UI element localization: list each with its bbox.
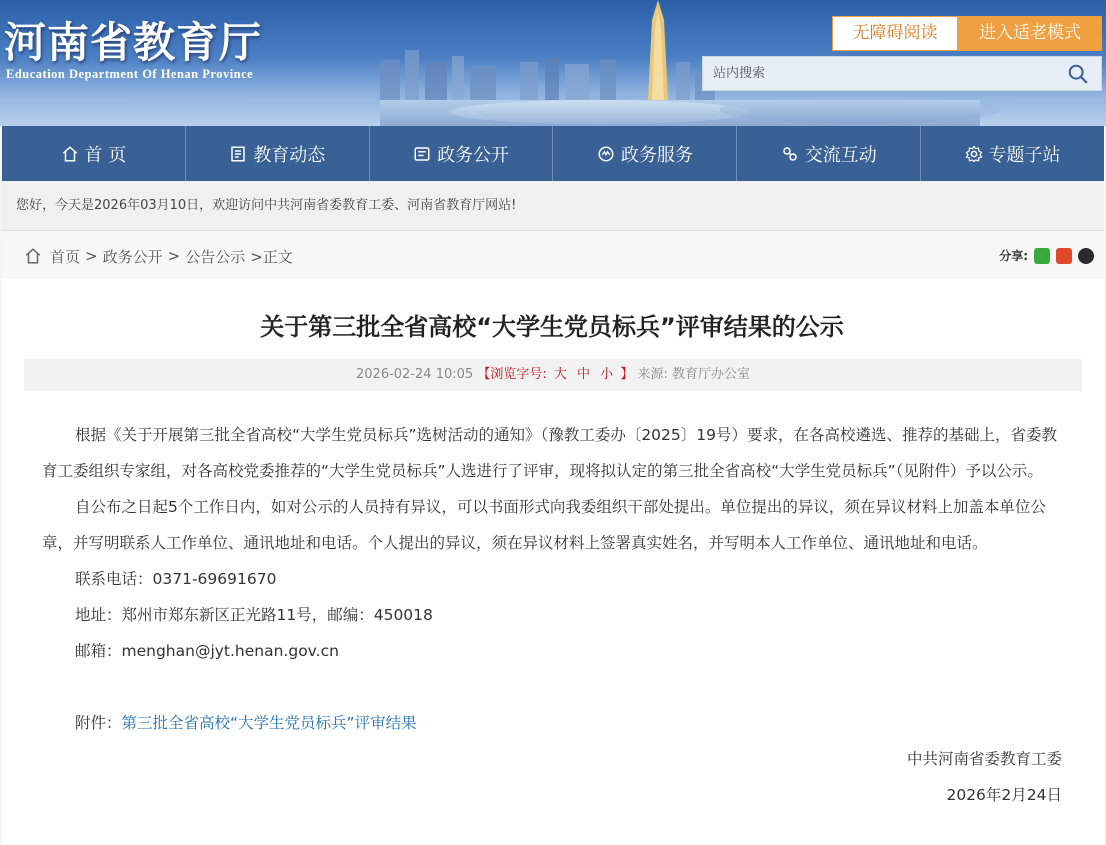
- breadcrumb: [2, 233, 1104, 279]
- contact-phone: 联系电话：0371-69691670: [75, 570, 277, 588]
- site-subtitle: Education Department Of Henan Province: [6, 67, 254, 81]
- publish-date: 2026-02-24 10:05: [356, 367, 474, 382]
- font-size-medium-button[interactable]: 中: [577, 367, 591, 382]
- breadcrumb-government-affairs-link[interactable]: 政务公开: [102, 247, 163, 266]
- breadcrumb-separator: >: [167, 247, 181, 265]
- article-container: [2, 233, 1104, 845]
- font-size-prefix: 【浏览字号:: [477, 367, 547, 382]
- contact-email: 邮箱：menghan@jyt.henan.gov.cn: [75, 642, 339, 660]
- article-meta: [24, 359, 1082, 391]
- nav-item-interaction[interactable]: [737, 126, 921, 181]
- attachment-row: [42, 705, 1064, 741]
- signature: 中共河南省委教育工委: [906, 750, 1062, 768]
- nav-item-special-sites[interactable]: [921, 126, 1104, 181]
- font-size-small-button[interactable]: 小: [600, 367, 614, 382]
- breadcrumb-announcements-link[interactable]: 公告公示: [185, 247, 246, 266]
- gear-icon: [965, 145, 983, 163]
- font-size-large-button[interactable]: 大: [553, 367, 567, 382]
- attachment-label: 附件：: [75, 714, 122, 732]
- news-icon: [229, 145, 247, 163]
- article-title: 关于第三批全省高校“大学生党员标兵”评审结果的公示: [260, 313, 844, 341]
- document-icon: [413, 145, 431, 163]
- article-paragraph: 自公布之日起5个工作日内，如对公示的人员持有异议，可以书面形式向我委组织干部处提出。单位提出的异议，须在异议材料上加盖本单位公章，并写明联系人工作单位、通讯地址和电话。个人提出的异议，须在异议材料上签署真实姓名，并写明本人工作单位、通讯地址和电话。: [42, 498, 1046, 552]
- chat-icon: [781, 145, 799, 163]
- nav-item-label: 首 页: [84, 144, 127, 166]
- qq-share-icon[interactable]: [1078, 248, 1094, 264]
- nav-item-label: 教育动态: [253, 144, 326, 166]
- contact-address: 地址：郑州市郑东新区正光路11号，邮编：450018: [75, 606, 433, 624]
- elder-mode-button[interactable]: 进入适老模式: [958, 16, 1102, 51]
- home-icon: [61, 145, 79, 163]
- accessibility-button[interactable]: 无障碍阅读: [832, 16, 958, 51]
- article-source: 来源: 教育厅办公室: [637, 367, 750, 382]
- sign-date: 2026年2月24日: [946, 786, 1062, 804]
- search-icon[interactable]: [1067, 63, 1089, 85]
- attachment-link[interactable]: 第三批全省高校“大学生党员标兵”评审结果: [121, 714, 417, 732]
- breadcrumb-separator: >: [85, 247, 98, 265]
- search-box: [702, 56, 1102, 91]
- nav-item-label: 政务公开: [437, 144, 510, 166]
- main-nav: [2, 126, 1104, 181]
- nav-item-label: 交流互动: [804, 144, 877, 166]
- service-icon: [597, 145, 615, 163]
- home-icon: [24, 247, 42, 265]
- font-size-suffix: 】: [620, 367, 634, 382]
- article-body: [42, 417, 1064, 813]
- weibo-share-icon[interactable]: [1056, 248, 1072, 264]
- wechat-share-icon[interactable]: [1034, 248, 1050, 264]
- nav-item-news[interactable]: [186, 126, 370, 181]
- welcome-bar: 您好，今天是2026年03月10日，欢迎访问中共河南省委教育工委、河南省教育厅网站!: [2, 181, 1104, 231]
- article-paragraph: 根据《关于开展第三批全省高校“大学生党员标兵”选树活动的通知》（豫教工委办〔2025〕19号）要求，在各高校遴选、推荐的基础上，省委教育工委组织专家组，对各高校党委推荐的“大学生党员标兵”人选进行了评审，现将拟认定的第三批全省高校“大学生党员标兵”（见附件）予以公示。: [42, 426, 1057, 480]
- nav-item-services[interactable]: [553, 126, 737, 181]
- site-title: 河南省教育厅: [4, 18, 263, 67]
- share-label: 分享:: [999, 249, 1028, 263]
- nav-item-home[interactable]: [2, 126, 186, 181]
- nav-item-label: 政务服务: [620, 144, 693, 166]
- breadcrumb-home-link[interactable]: 首页: [50, 247, 81, 266]
- site-header: [0, 0, 1106, 126]
- search-input[interactable]: [713, 57, 1053, 90]
- share-bar: [999, 247, 1094, 264]
- nav-item-label: 专题子站: [988, 144, 1061, 166]
- breadcrumb-current: >正文: [250, 247, 293, 266]
- nav-item-government-affairs[interactable]: [370, 126, 554, 181]
